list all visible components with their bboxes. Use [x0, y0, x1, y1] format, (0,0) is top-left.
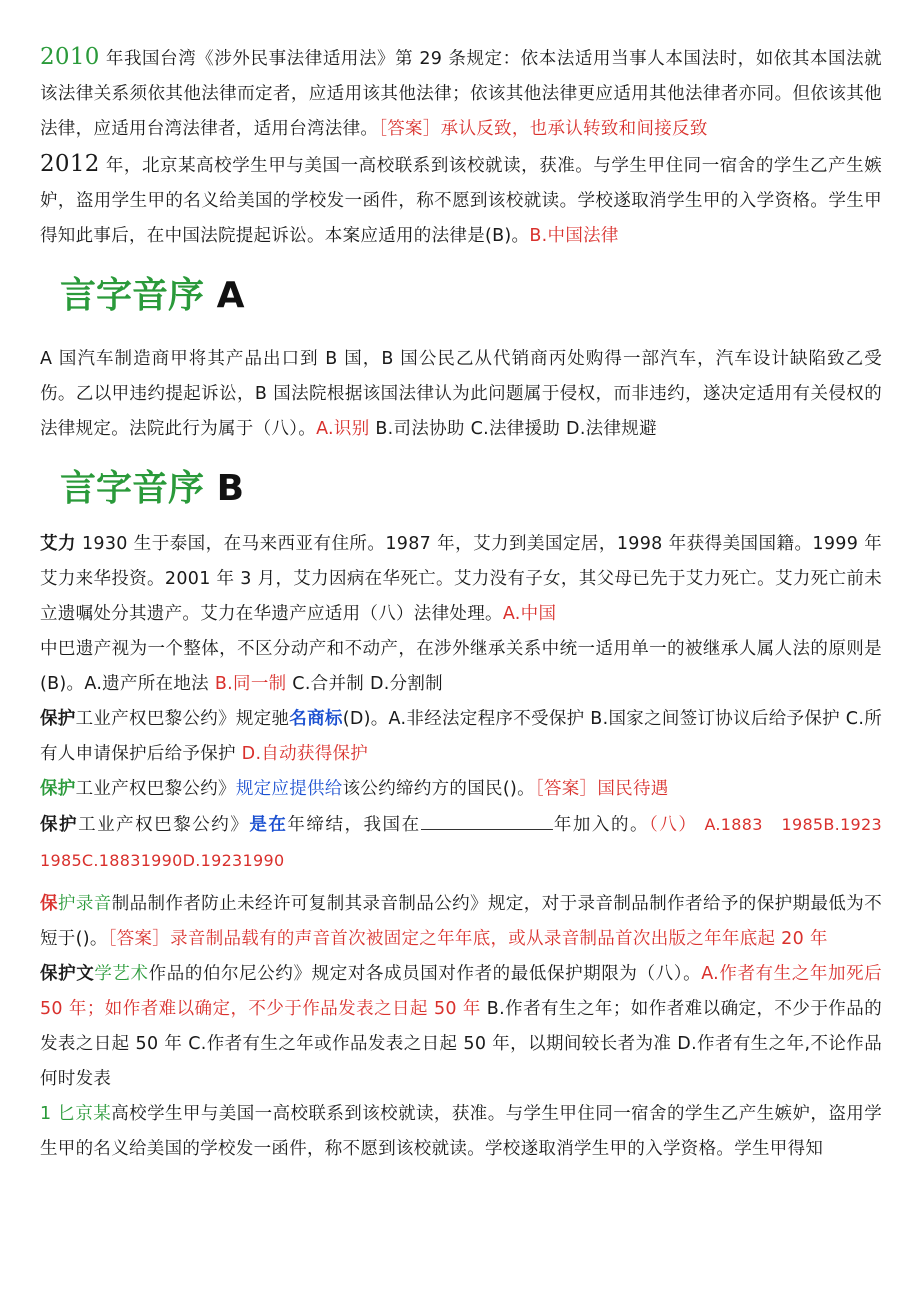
emphasis-text: 是在: [249, 815, 288, 835]
question-text: (D)。A.非经法定程序不受保护 B.国家之间签订协议后给予保护 C.所有人申请保护后给予保护: [40, 709, 882, 764]
question-paris-year: [40, 807, 899, 879]
question-2012: [40, 147, 882, 254]
heading-letter: A: [216, 275, 245, 316]
options-text: B.作者有生之年；如作者难以确定，不少于作品的发表之日起 50 年 C.作者有生之年或作品发表之日起 50 年，以期间较长者为准 D.作者有生之年,不论作品何时发表: [40, 999, 882, 1089]
question-phonogram: [40, 887, 882, 957]
question-text: 作品的伯尔尼公约》规定对各成员国对作者的最低保护期限为（八）。: [148, 964, 702, 984]
question-text: 该公约缔约方的国民()。: [342, 779, 535, 799]
document-page: [40, 40, 899, 1167]
options-text: B.司法协助 C.法律援助 D.法律规避: [369, 419, 657, 439]
year-label: 2012: [40, 151, 100, 177]
emphasis-text: 名商标: [289, 709, 343, 729]
question-identification: [40, 342, 882, 447]
answer-text: A.识别: [316, 419, 370, 439]
section-heading-b: [40, 467, 882, 511]
mid-text: 工业产权巴黎公约》: [78, 815, 250, 835]
section-heading-a: [40, 274, 882, 318]
question-aili: [40, 527, 882, 632]
heading-title: 言字音序: [60, 275, 205, 316]
answer-text: D.自动获得保护: [241, 744, 369, 764]
question-trademark: [40, 702, 882, 772]
fill-blank: [421, 811, 553, 830]
lead-text: 艾力: [40, 534, 76, 554]
options-text: C.合并制 D.分割制: [286, 674, 443, 694]
lead-text: 保护: [40, 815, 79, 835]
answer-text: ［答案］承认反致，也承认转致和间接反致: [378, 119, 708, 139]
answer-text: ［答案］录音制品载有的声音首次被固定之年年底，或从录音制品首次出版之年年底起 20 年: [107, 929, 828, 949]
year-label: 2010: [40, 44, 100, 70]
question-text: 年我国台湾《涉外民事法律适用法》第 29 条规定：依本法适用当事人本国法时，如依其本国法就该法律关系须依其他法律而定者，应适用该其他法律；依该其他法律更应适用其他法律者亦同。但依该其他法律，应适用台湾法律者，适用台湾法律。: [40, 49, 882, 139]
emphasis-text: 护录音: [57, 894, 112, 914]
mid-text: 工业产权巴黎公约》: [75, 779, 236, 799]
answer-text: ［答案］国民待遇: [534, 779, 669, 799]
heading-title: 言字音序: [60, 468, 205, 509]
question-text: 年缔结，我国在: [287, 815, 421, 835]
lead-text: 保护文: [40, 964, 95, 984]
mid-text: 工业产权巴黎公约》规定驰: [75, 709, 290, 729]
answer-text: A.作者有生之年加死后 50 年；如作者难以确定，不少于作品发表之日起 50 年: [40, 964, 882, 1019]
question-inheritance: [40, 632, 882, 702]
emphasis-text: 学艺术: [94, 964, 149, 984]
answer-text: A.中国: [502, 604, 557, 624]
question-2010: [40, 40, 882, 147]
question-text-2: 年加入的。: [552, 815, 650, 835]
heading-letter: B: [216, 468, 245, 509]
question-text: 制品制作者防止未经许可复制其录音制品公约》规定，对于录音制品制作者给予的保护期最低为不短于()。: [40, 894, 882, 949]
question-berne: [40, 957, 882, 1097]
emphasis-text: 规定应提供给: [235, 779, 343, 799]
answer-text: B.同一制: [214, 674, 287, 694]
question-beijing-repeat: [40, 1097, 882, 1167]
question-text: 高校学生甲与美国一高校联系到该校就读，获准。与学生甲住同一宿舍的学生乙产生嫉妒，盗用学生甲的名义给美国的学校发一函件，称不愿到该校就读。学校遂取消学生甲的入学资格。学生甲得知: [40, 1104, 882, 1159]
options-text: A.1883 1985B.1923 1985C.18831990D.19231990: [40, 815, 899, 870]
question-text: A 国汽车制造商甲将其产品出口到 B 国，B 国公民乙从代销商丙处购得一部汽车，汽车设计缺陷致乙受伤。乙以甲违约提起诉讼，B 国法院根据该国法律认为此问题属于侵权，而非违约，遂决定适用有关侵权的法律规定。法院此行为属于（八）。: [40, 349, 882, 439]
question-text: 1930 生于泰国，在马来西亚有住所。1987 年，艾力到美国定居，1998 年获得美国国籍。1999 年艾力来华投资。2001 年 3 月，艾力因病在华死亡。艾力没有子女，其父母已先于艾力死亡。艾力死亡前未立遗嘱处分其遗产。艾力在华遗产应适用（八）法律处理。: [40, 534, 882, 624]
lead-text: 保护: [40, 779, 76, 799]
question-text: 中巴遗产视为一个整体，不区分动产和不动产，在涉外继承关系中统一适用单一的被继承人属人法的原则是(B)。A.遗产所在地法: [40, 639, 882, 694]
lead-text: 1 匕京某: [40, 1104, 112, 1124]
answer-text: B.中国法律: [529, 226, 619, 246]
lead-text: 保护: [40, 709, 76, 729]
question-text: 年，北京某高校学生甲与美国一高校联系到该校就读，获准。与学生甲住同一宿舍的学生乙产生嫉妒，盗用学生甲的名义给美国的学校发一函件，称不愿到该校就读。学校遂取消学生甲的入学资格。学生甲得知此事后，在中国法院提起诉讼。本案应适用的法律是(B)。: [40, 156, 882, 246]
answer-text: （八）: [649, 815, 698, 835]
lead-text: 保: [40, 894, 58, 914]
question-national-treatment: [40, 772, 882, 807]
